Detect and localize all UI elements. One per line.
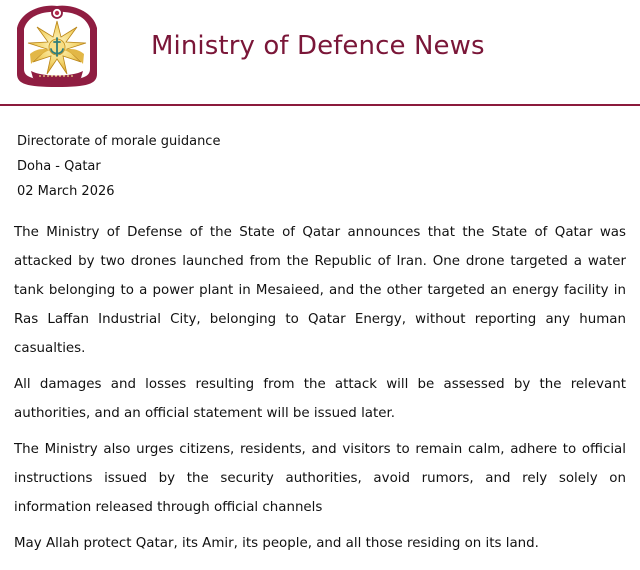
page-title: Ministry of Defence News [151,31,485,61]
emblem-graphic [11,4,103,88]
press-release-meta [17,129,617,204]
body-paragraph: All damages and losses resulting from the attack will be assessed by the relevant authorities, and an official statement will be issued later. [14,377,626,421]
qatar-armed-forces-emblem-icon [11,4,103,88]
directorate-text: Directorate of morale guidance [17,134,221,149]
header-divider [0,104,640,106]
press-release-header [0,0,640,106]
body-paragraph: May Allah protect Qatar, its Amir, its people, and all those residing on its land. [14,536,539,551]
body-paragraph: The Ministry also urges citizens, residents, and visitors to remain calm, adhere to official instructions issued by the security authorities, avoid rumors, and rely solely on information released through official channels [14,442,626,515]
date-text: 02 March 2026 [17,184,115,199]
body-paragraph: The Ministry of Defense of the State of Qatar announces that the State of Qatar was attacked by two drones launched from the Republic of Iran. One drone targeted a water tank belonging to a power plant in Mesaieed, and the other targeted an energy facility in Ras Laffan Industrial City, belonging to Qatar Energy, without reporting any human casualties. [14,225,626,356]
press-release-body [14,218,626,558]
location-text: Doha - Qatar [17,159,101,174]
